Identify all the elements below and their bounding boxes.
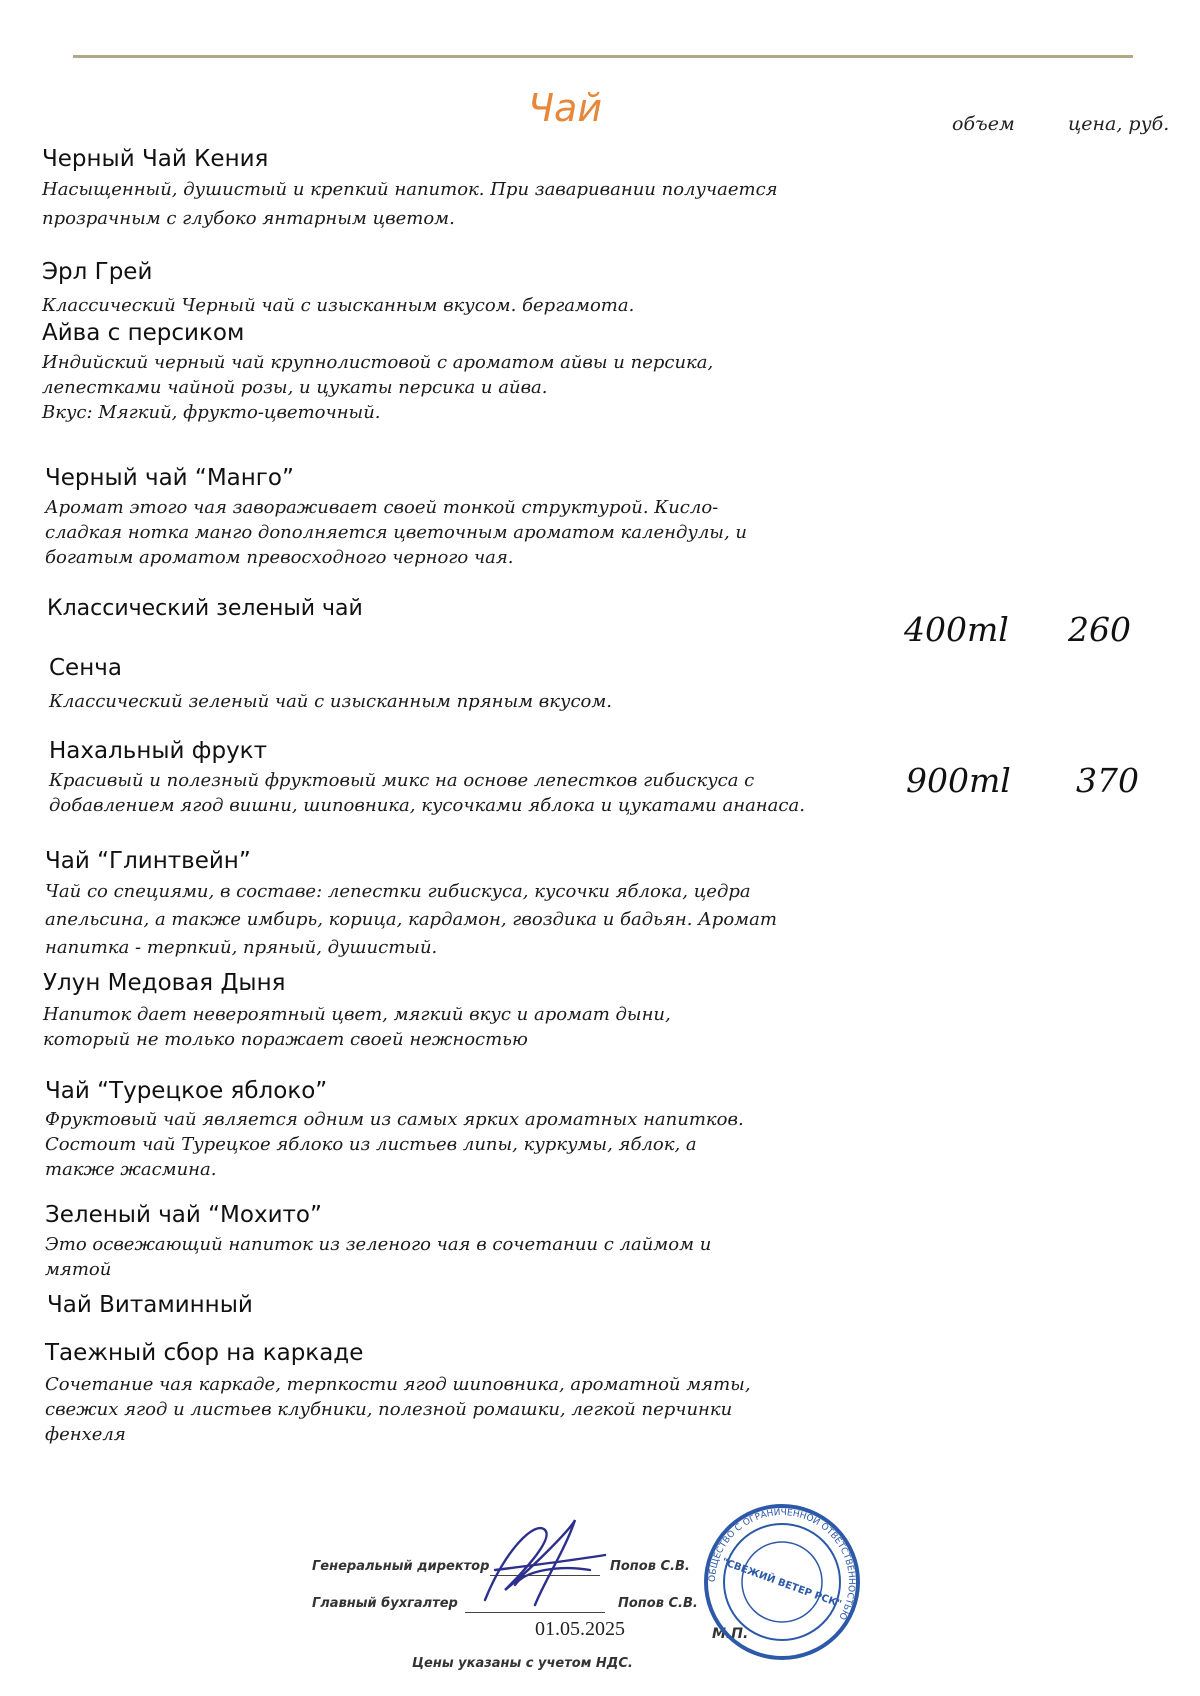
accountant-label: Главный бухгалтер bbox=[312, 1596, 458, 1611]
handwritten-signature bbox=[475, 1510, 615, 1620]
item-name: Таежный сбор на каркаде bbox=[45, 1340, 364, 1366]
item-name: Классический зеленый чай bbox=[47, 596, 363, 621]
volume-value: 400ml bbox=[904, 610, 1009, 649]
svg-text:"СВЕЖИЙ ВЕТЕР РСК": "СВЕЖИЙ ВЕТЕР РСК" bbox=[720, 1556, 843, 1611]
item-description: Это освежающий напиток из зеленого чая в сочетании с лаймом и мятой bbox=[45, 1234, 712, 1280]
item-name: Черный чай “Манго” bbox=[45, 465, 294, 491]
page-title: Чай bbox=[528, 86, 603, 130]
item-name: Айва с персиком bbox=[42, 320, 245, 346]
item-name: Чай Витаминный bbox=[47, 1292, 253, 1318]
item-name: Сенча bbox=[49, 655, 122, 681]
item-name: Улун Медовая Дыня bbox=[43, 970, 286, 996]
item-name: Чай “Турецкое яблоко” bbox=[45, 1078, 328, 1104]
item-name: Нахальный фрукт bbox=[49, 738, 267, 764]
volume-value: 900ml bbox=[906, 761, 1011, 800]
item-name: Чай “Глинтвейн” bbox=[45, 848, 251, 874]
item-name: Зеленый чай “Мохито” bbox=[45, 1202, 322, 1228]
stamp-place-label: М.П. bbox=[712, 1626, 749, 1642]
item-description: Чай со специями, в составе: лепестки гибискуса, кусочки яблока, цедра апельсина, а также имбирь, корица, кардамон, гвоздика и бадьян. Аромат напитка - терпкий, пряный, душистый. bbox=[45, 881, 777, 958]
document-date: 01.05.2025 bbox=[535, 1618, 625, 1640]
item-description: Индийский черный чай крупнолистовой с ароматом айвы и персика, лепестками чайной розы, и цукаты персика и айва. Вкус: Мягкий, фрукто-цветочный. bbox=[42, 352, 714, 423]
volume-column-header: объем bbox=[952, 113, 1015, 135]
accountant-name: Попов С.В. bbox=[618, 1596, 698, 1611]
price-value: 370 bbox=[1076, 761, 1139, 800]
item-description: Фруктовый чай является одним из самых ярких ароматных напитков. Состоит чай Турецкое яблоко из листьев липы, куркумы, яблок, а также жасмина. bbox=[45, 1109, 744, 1180]
director-name: Попов С.В. bbox=[610, 1559, 690, 1574]
top-divider bbox=[73, 55, 1133, 58]
item-description: Классический зеленый чай с изысканным пряным вкусом. bbox=[49, 691, 613, 712]
svg-text:ОБЩЕСТВО С ОГРАНИЧЕННОЙ ОТВЕТС: ОБЩЕСТВО С ОГРАНИЧЕННОЙ ОТВЕТСТВЕННОСТЬЮ bbox=[707, 1507, 857, 1622]
item-name: Эрл Грей bbox=[42, 259, 153, 285]
item-description: Напиток дает невероятный цвет, мягкий вкус и аромат дыни, который не только поражает своей нежностью bbox=[43, 1004, 671, 1050]
item-description: Насыщенный, душистый и крепкий напиток. При заваривании получается прозрачным с глубоко янтарным цветом. bbox=[42, 179, 778, 229]
item-description: Аромат этого чая завораживает своей тонкой структурой. Кисло- сладкая нотка манго дополняется цветочным ароматом календулы, и богатым ароматом превосходного черного чая. bbox=[45, 497, 747, 568]
item-description: Классический Черный чай с изысканным вкусом. бергамота. bbox=[42, 295, 635, 316]
vat-note: Цены указаны с учетом НДС. bbox=[412, 1656, 633, 1671]
item-description: Сочетание чая каркаде, терпкости ягод шиповника, ароматной мяты, свежих ягод и листьев клубники, полезной ромашки, легкой перчинки фенхеля bbox=[45, 1374, 751, 1445]
item-name: Черный Чай Кения bbox=[42, 146, 269, 172]
item-description: Красивый и полезный фруктовый микс на основе лепестков гибискуса с добавлением ягод вишни, шиповника, кусочками яблока и цукатами ананаса. bbox=[49, 770, 805, 816]
price-column-header: цена, руб. bbox=[1068, 113, 1170, 135]
director-label: Генеральный директор bbox=[312, 1559, 490, 1574]
price-value: 260 bbox=[1068, 610, 1131, 649]
signature-block bbox=[300, 1500, 860, 1690]
company-stamp bbox=[700, 1500, 865, 1665]
